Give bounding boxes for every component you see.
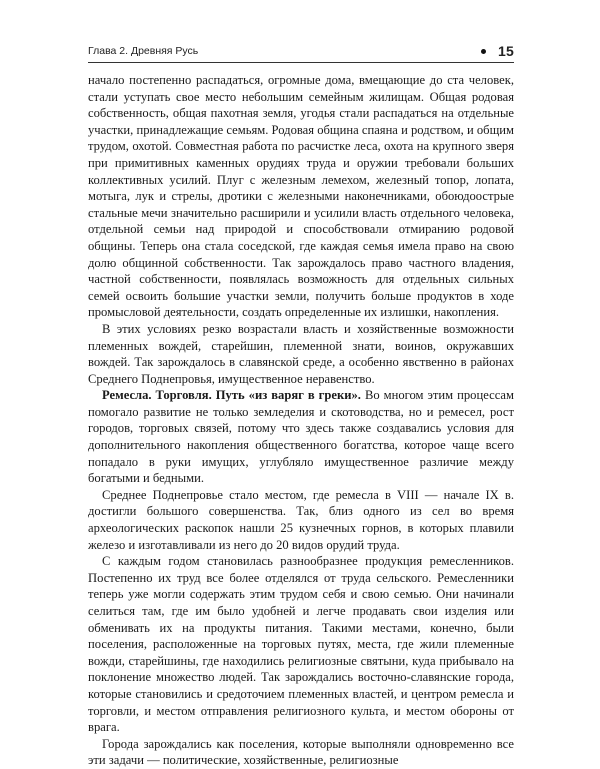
body-text bbox=[88, 72, 514, 769]
paragraph-6: Города зарождались как поселения, которые выполняли одновременно все эти задачи — политические, хозяйственные, религиозные bbox=[88, 736, 514, 768]
paragraph-3 bbox=[88, 387, 514, 487]
paragraph-1: начало постепенно распадаться, огромные дома, вмещающие до ста человек, стали уступать свое место небольшим семейным жилищам. Общая родовая собственность, общая пахотная земля, угодья стали распадаться на отдельные участки, принадлежащие семьям. Родовая община спаяна и родством, и общим трудом, охотой. Совместная работа по расчистке леса, охота на крупного зверя при примитивных каменных орудиях труда и оружии требовали больших коллективных усилий. Плуг с железным лемехом, железный топор, лопата, мотыга, лук и стрелы, дротики с железными наконечниками, обоюдоострые стальные мечи значительно расширили и усилили власть отдельного человека, отдельной семьи над природой и способствовали отмиранию родовой общины. Теперь она стала соседской, где каждая семья имела право на свою долю общинной собственности. Так зарождалось право частного владения, частной собственности, появлялась возможность для отдельных сильных семей освоить большие участки земли, получить больше продуктов в ходе промысловой деятельности, создать определенные их излишки, накопления. bbox=[88, 73, 514, 320]
running-header bbox=[88, 40, 514, 63]
bullet-icon bbox=[481, 49, 486, 54]
paragraph-2: В этих условиях резко возрастали власть и хозяйственные возможности племенных вождей, старейшин, племенной знати, воинов, окружавших вождей. Так зарождалось в славянской среде, а особенно явственно в районах Среднего Поднепровья, имущественное неравенство. bbox=[88, 321, 514, 386]
page-number-group bbox=[481, 43, 514, 59]
chapter-title: Глава 2. Древняя Русь bbox=[88, 45, 199, 57]
paragraph-4: Среднее Поднепровье стало местом, где ремесла в VIII — начале IX в. достигли большого совершенства. Так, близ одного из сел во время археологических раскопок нашли 25 кузнечных горнов, в которых плавили железо и изготавливали из него до 20 видов орудий труда. bbox=[88, 487, 514, 552]
paragraph-3-text: Во многом этим процессам помогало развитие не только земледелия и скотоводства, но и ремесел, рост городов, торговых связей, потому что здесь также создавались условия для дополнительного накопления общественного богатства, которое чаще всего попадало в руки имущих, углубляло имущественное различие между богатыми и бедными. bbox=[88, 388, 514, 486]
page-number: 15 bbox=[498, 43, 514, 59]
book-page bbox=[88, 40, 514, 769]
paragraph-5: С каждым годом становилась разнообразнее продукция ремесленников. Постепенно их труд все более отделялся от труда сельского. Ремесленники теперь уже могли содержать этим трудом себя и свою семью. Они начинали селиться там, где им было удобней и легче продавать свои изделия или обменивать их на продукты питания. Такими местами, конечно, были поселения, расположенные на торговых путях, места, где жили племенные вожди, старейшины, где находились религиозные святыни, куда прибывало на поклонение множество людей. Так зарождались восточно-славянские города, которые становились и средоточием племенных властей, и центром ремесла и торговли, и местом отправления религиозного культа, и местом обороны от врага. bbox=[88, 554, 514, 735]
section-heading: Ремесла. Торговля. Путь «из варяг в греки». bbox=[102, 388, 361, 403]
